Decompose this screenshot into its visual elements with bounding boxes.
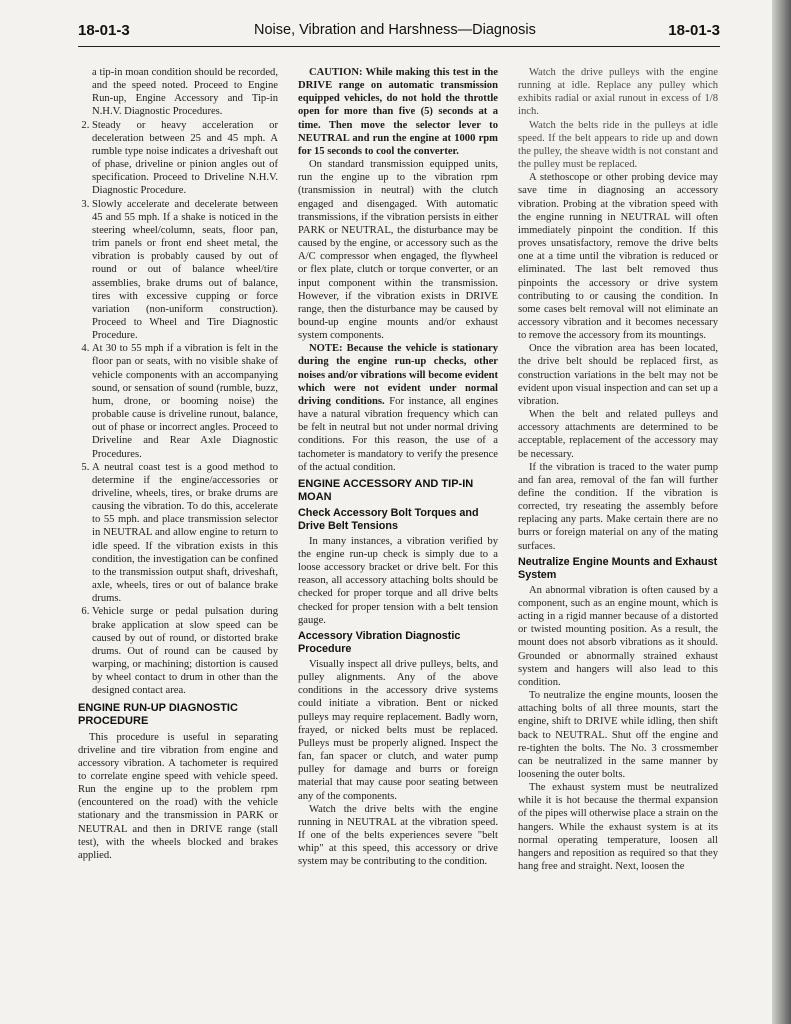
paragraph: Watch the drive pulleys with the engine running at idle. Replace any pulley which exhibits radial or axial runout in excess of 1/8 inch. [518,67,718,118]
paragraph: In many instances, a vibration verified by the engine run-up check is simply due to a loose accessory bracket or drive belt. For this reason, all accessory attaching bolts should be checked for proper torque and all drive belts checked for proper tension with a belt tension gauge. [298,535,498,626]
paragraph: A stethoscope or other probing device may save time in diagnosing an accessory vibration. Probing at the vibration speed with the engine running in NEUTRAL will often immediately pinpoint the condition. If this proves unsatisfactory, remove the drive belts one at a time until the vibration is reduced or eliminated. The last belt removed thus pinpoints the accessory or drive system contributing to or causing the condition. In some cases belt removal will not eliminate an accessory vibration and it becomes necessary to remove the accessory from its mountings. [518,172,718,342]
intro-paragraph: a tip-in moan condition should be recorded, and the speed noted. Proceed to Engine Run-up, Engine Accessory and Tip-in N.H.V. Diagnostic Procedures. [92,67,278,118]
list-item: 3. Slowly accelerate and decelerate between 45 and 55 mph. If a shake is noticed in the steering wheel/column, seats, floor pan, trim panels or front end sheet metal, the vibration is probably caused by out of round or out of balance wheel/tire assemblies, brake drums out of balance, tires with excessive cupping or force variation (non-uniform construction). Proceed to Wheel and Tire Diagnostic Procedure. [92,198,278,343]
caution-paragraph: CAUTION: While making this test in the DRIVE range on automatic transmission equipped vehicles, do not hold the throttle open for more than five (5) seconds at a time. Then move the selector lever to NEUTRAL and run the engine at 1000 rpm for 15 seconds to cool the converter. [298,67,498,157]
note-paragraph [298,342,498,474]
column-3 [518,66,718,873]
list-item: 5. A neutral coast test is a good method to determine if the engine/accessories or driveline, wheels, tires, or brake drums are causing the vibration. To do this, accelerate to 55 mph. and place transmission selector in NEUTRAL and allow engine to return to idle speed. If the vibration exists in this condition, the investigation can be confined to the transmission output shaft, driveshaft, axle, wheels, tires or out of balance brake drums. [92,461,278,606]
list-item: 2. Steady or heavy acceleration or deceleration between 25 and 45 mph. A rumble type noise indicates a driveshaft out of phase, driveline or pinion angles out of specification. Proceed to Driveline N.H.V. Diagnostic Procedure. [92,119,278,198]
paragraph: Visually inspect all drive pulleys, belts, and pulley alignments. Any of the above conditions in the accessory drive systems could initiate a vibration. Bent or nicked pulleys may require replacement. Badly worn, frayed, or nicked belts must be replaced. Pulleys must be properly aligned. Inspect the fan, fan spacer or clutch, and water pump pulley for damage and burrs or foreign material that may cause poor seating between any of the components. [298,658,498,802]
note-text: NOTE: Because the vehicle is stationary during the engine run-up checks, other noises and/or vibrations will become evident which were not evident under normal driving conditions. [298,343,498,407]
section-heading: ENGINE ACCESSORY AND TIP-IN MOAN [298,477,474,503]
paragraph: Once the vibration area has been located, the drive belt should be replaced first, as construction variations in the belt may not be evident upon visual inspection and can set up a vibration. [518,343,718,407]
page-binding-edge [772,0,791,1024]
page-header [78,20,720,47]
subsection-heading: Check Accessory Bolt Torques and Drive Belt Tensions [298,506,479,532]
list-item: 4. At 30 to 55 mph if a vibration is felt in the floor pan or seats, with no visible shake of vehicle components with an accompanying sound, or sensation of sound (rumble, buzz, hum, drone, or booming noise) the probable cause is driveline runout, balance, out of phase or incorrect angles. Proceed to Driveline and Rear Axle Diagnostic Procedures. [92,342,278,460]
page-number-right: 18-01-3 [668,22,720,39]
column-2 [298,66,498,868]
paragraph: Watch the drive belts with the engine running in NEUTRAL at the vibration speed. If one of the belts experiences severe "belt whip" at this speed, this accessory or drive system may be contributing to the condition. [298,803,498,868]
paragraph: The exhaust system must be neutralized while it is hot because the thermal expansion of the pipes will otherwise place a strain on the hangers. While the exhaust system is at its normal operating temperature, loosen all hangers and reposition as required so that they hang free and straight. Next, loosen the [518,782,718,873]
paragraph: When the belt and related pulleys and accessory attachments are determined to be acceptable, replacement of the accessory may be necessary. [518,409,718,460]
list-item: 6. Vehicle surge or pedal pulsation during brake application at slow speed can be caused by out of round, or distorted brake drums. Out of round can be caused by warping, or machining; distortion is caused by wheel contact to drum in other than the designed contact area. [92,605,278,697]
column-1 [78,66,278,862]
section-heading: ENGINE RUN-UP DIAGNOSTIC PROCEDURE [78,701,238,727]
subsection-heading: Accessory Vibration Diagnostic Procedure [298,629,461,655]
page-title: Noise, Vibration and Harshness—Diagnosis [254,22,536,38]
paragraph: On standard transmission equipped units, run the engine up to the vibration rpm (transmission in neutral) with the clutch engaged and disengaged. With automatic transmissions, if the vibration persists in either PARK or NEUTRAL, the disturbance may be caused by the engine, or accessory such as the A/C compressor when engaged, the flywheel or flex plate, clutch or torque converter, or an input component within the transmission. However, if the vibration exists in DRIVE range, then the disturbance may be caused by bound-up engine mounts and/or exhaust system components. [298,159,498,342]
subsection-heading: Neutralize Engine Mounts and Exhaust System [518,555,718,581]
paragraph: Watch the belts ride in the pulleys at idle speed. If the belt appears to ride up and down the pulley, the sheave width is not constant and the pulley must be replaced. [518,119,718,171]
note-tail: For instance, all engines have a natural vibration frequency which can be felt in neutral but not under normal driving conditions. For this reason, the use of a tachometer is mandatory to verify the presence of the actual condition. [298,395,499,473]
page-number-left: 18-01-3 [78,22,130,39]
paragraph: This procedure is useful in separating driveline and tire vibration from engine and accessory vibration. A tachometer is required to correlate engine speed with vehicle speed. Run the engine up to the problem rpm (encountered on the road) with the vehicle stationary and the transmission in PARK or NEUTRAL and then in DRIVE range (stall test), with the wheels blocked and brakes applied. [78,731,278,861]
paragraph: If the vibration is traced to the water pump and fan area, removal of the fan will further define the condition. If the vibration is corrected, try reseating the assembly before replacing any parts. Make certain there are no burrs or foreign material on any of the mating surfaces. [518,461,718,552]
paragraph: To neutralize the engine mounts, loosen the attaching bolts of all three mounts, start the engine, shift to DRIVE while idling, then shift back to NEUTRAL. Shut off the engine and re-tighten the bolts. The No. 3 crossmember can be neutralized in the same manner by loosening the outer bolts. [518,690,718,780]
diagnostic-list [78,119,278,698]
paragraph: An abnormal vibration is often caused by a component, such as an engine mount, which is acting in a rigid manner because of a distorted or twisted mounting position. As a result, the mount does not absorb vibrations as it should. Grounded or abnormally strained exhaust system and hangers will also lead to this condition. [518,584,718,688]
